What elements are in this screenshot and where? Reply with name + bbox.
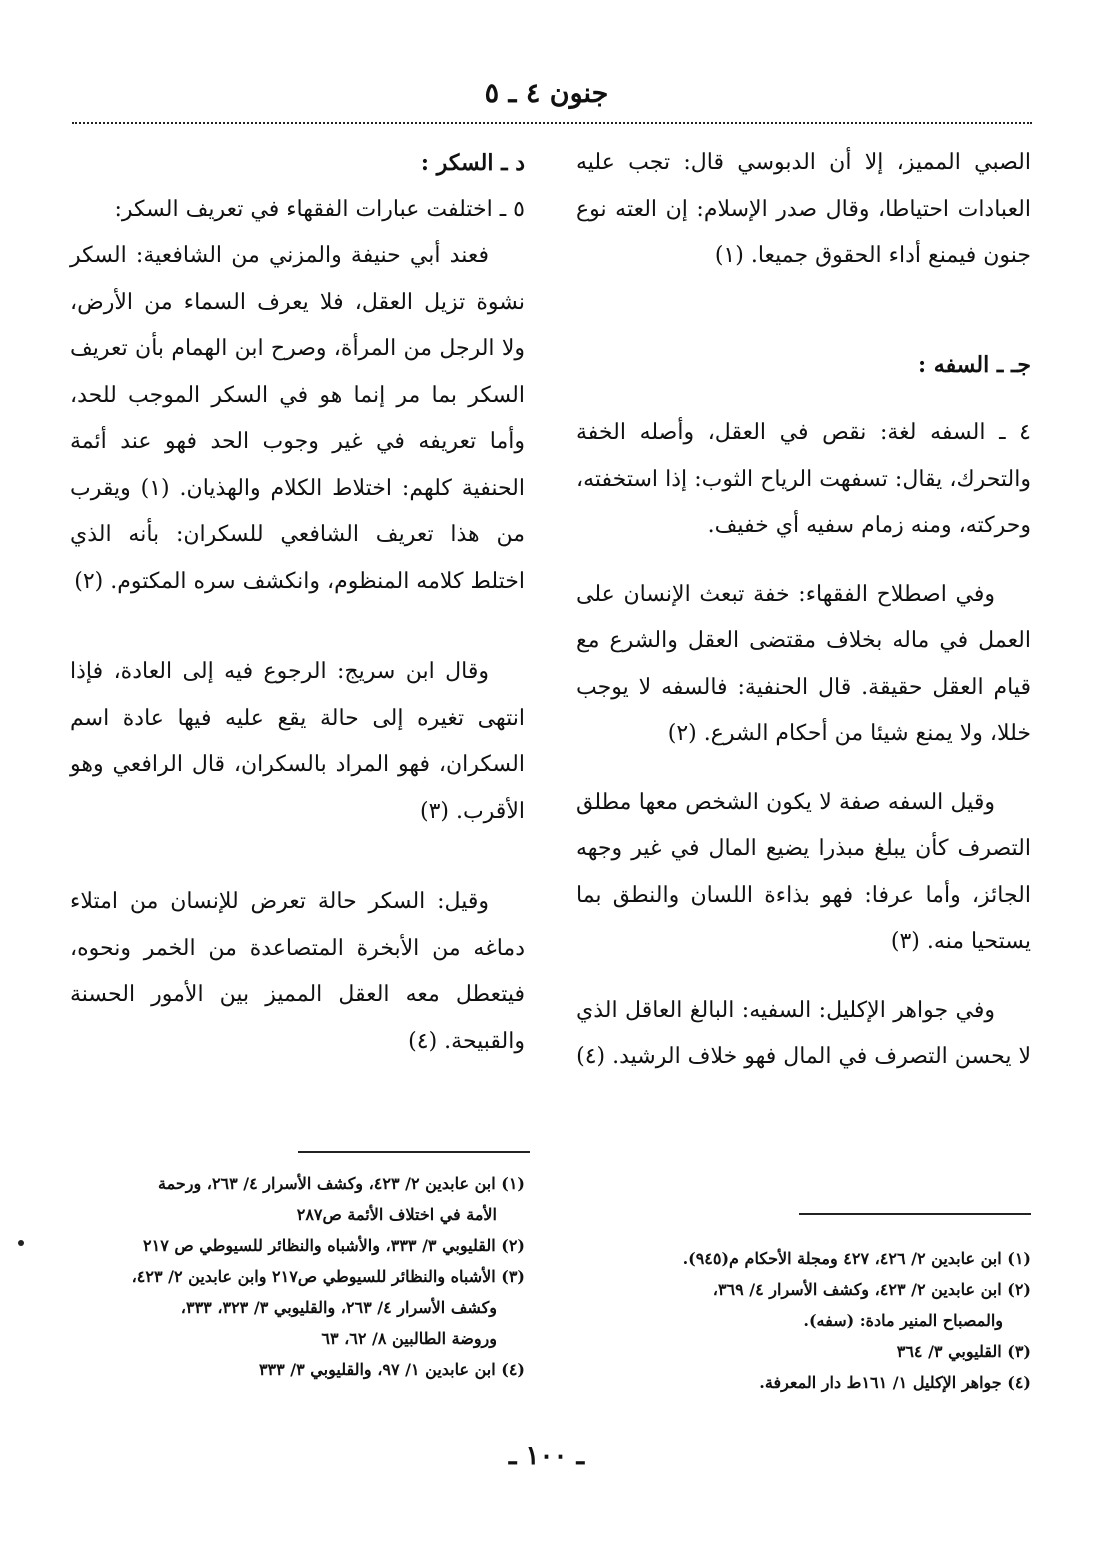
footnotes-right bbox=[576, 1243, 1031, 1398]
right-paragraph-4: وقيل السفه صفة لا يكون الشخص معها مطلق التصرف كأن يبلغ مبذرا يضيع المال في غير وجهه الجائز، وأما عرفا: فهو بذاءة اللسان والنطق بما يستحيا منه. (٣) bbox=[576, 789, 1031, 954]
right-paragraph-1: الصبي المميز، إلا أن الدبوسي قال: تجب عليه العبادات احتياطا، وقال صدر الإسلام: إن العته نوع جنون فيمنع أداء الحقوق جميعا. (١) bbox=[576, 150, 1031, 268]
left-paragraph-3: وقال ابن سريج: الرجوع فيه إلى العادة، فإذا انتهى تغيره إلى حالة يقع عليه فيها عادة اسم السكران، فهو المراد بالسكران، قال الرافعي وهو الأقرب. (٣) bbox=[70, 659, 525, 824]
page-header: جنون ٤ ـ ٥ bbox=[484, 78, 609, 109]
footnote-item-continued: والمصباح المنير مادة: (سفه). bbox=[803, 1311, 1003, 1330]
left-paragraph-4: وقيل: السكر حالة تعرض للإنسان من امتلاء دماغه من الأبخرة المتصاعدة من الخمر ونحوه، فيتعطل معه العقل المميز بين الأمور الحسنة والقبيحة. (٤) bbox=[70, 889, 525, 1054]
right-paragraph-2: ٤ ـ السفه لغة: نقص في العقل، وأصله الخفة والتحرك، يقال: تسفهت الرياح الثوب: إذا استخفته، وحركته، ومنه زمام سفيه أي خفيف. bbox=[576, 420, 1031, 538]
footnote-item-continued: وكشف الأسرار ٤/ ٢٦٣، والقليوبي ٣/ ٣٢٣، ٣٣٣، bbox=[180, 1298, 497, 1317]
footnote-item-continued: وروضة الطالبين ٨/ ٦٢، ٦٣ bbox=[321, 1329, 497, 1348]
footnote-item: (٤) ابن عابدين ١/ ٩٧، والقليوبي ٣/ ٣٣٣ bbox=[258, 1360, 525, 1379]
footnote-item: (٣) الأشباه والنظائر للسيوطي ص٢١٧ وابن عابدين ٢/ ٤٢٣، bbox=[131, 1267, 525, 1286]
footnote-item: (٤) جواهر الإكليل ١/ ١٦١ط دار المعرفة. bbox=[759, 1373, 1031, 1392]
footnote-item: (١) ابن عابدين ٢/ ٤٢٦، ٤٢٧ ومجلة الأحكام م(٩٤٥). bbox=[682, 1249, 1031, 1268]
footnote-item: (١) ابن عابدين ٢/ ٤٢٣، وكشف الأسرار ٤/ ٢٦٣، ورحمة bbox=[158, 1174, 525, 1193]
footnote-item: (٢) ابن عابدين ٢/ ٤٢٣، وكشف الأسرار ٤/ ٣٦٩، bbox=[712, 1280, 1031, 1299]
section-heading-sukr: د ـ السكر : bbox=[420, 150, 525, 176]
footnote-item: (٢) القليوبي ٣/ ٣٣٣، والأشباه والنظائر للسيوطي ص ٢١٧ bbox=[143, 1236, 525, 1255]
left-paragraph-1: ٥ ـ اختلفت عبارات الفقهاء في تعريف السكر: bbox=[114, 196, 525, 222]
right-column bbox=[576, 140, 1031, 1081]
footnote-item-continued: الأمة في اختلاف الأئمة ص٢٨٧ bbox=[296, 1205, 497, 1224]
section-heading-safah: جـ ـ السفه : bbox=[918, 351, 1031, 378]
left-paragraph-2: فعند أبي حنيفة والمزني من الشافعية: السكر نشوة تزيل العقل، فلا يعرف السماء من الأرض، ولا الرجل من المرأة، وصرح ابن الهمام بأن تعريف السكر بما مر إنما هو في السكر الموجب للحد، وأما تعريفه في غير وجوب الحد فهو عند أئمة الحنفية كلهم: اختلاط الكلام والهذيان. (١) ويقرب من هذا تعريف الشافعي للسكران: بأنه الذي اختلط كلامه المنظوم، وانكشف سره المكتوم. (٢) bbox=[70, 243, 525, 594]
margin-dot-mark bbox=[18, 1240, 24, 1246]
header-dotted-divider bbox=[72, 122, 1032, 124]
right-paragraph-3: وفي اصطلاح الفقهاء: خفة تبعث الإنسان على العمل في ماله بخلاف مقتضى العقل والشرع مع قيام العقل حقيقة. قال الحنفية: فالسفه لا يوجب خللا، ولا يمنع شيئا من أحكام الشرع. (٢) bbox=[576, 581, 1031, 746]
footnote-item: (٣) القليوبي ٣/ ٣٦٤ bbox=[896, 1342, 1031, 1361]
left-column bbox=[70, 140, 525, 1065]
page-number: ـ ١٠٠ ـ bbox=[508, 1441, 585, 1471]
footnote-rule-right bbox=[799, 1213, 1031, 1215]
right-paragraph-5: وفي جواهر الإكليل: السفيه: البالغ العاقل الذي لا يحسن التصرف في المال فهو خلاف الرشيد. (٤) bbox=[576, 997, 1031, 1069]
footnotes-left bbox=[70, 1168, 525, 1385]
footnote-rule-left bbox=[298, 1151, 530, 1153]
